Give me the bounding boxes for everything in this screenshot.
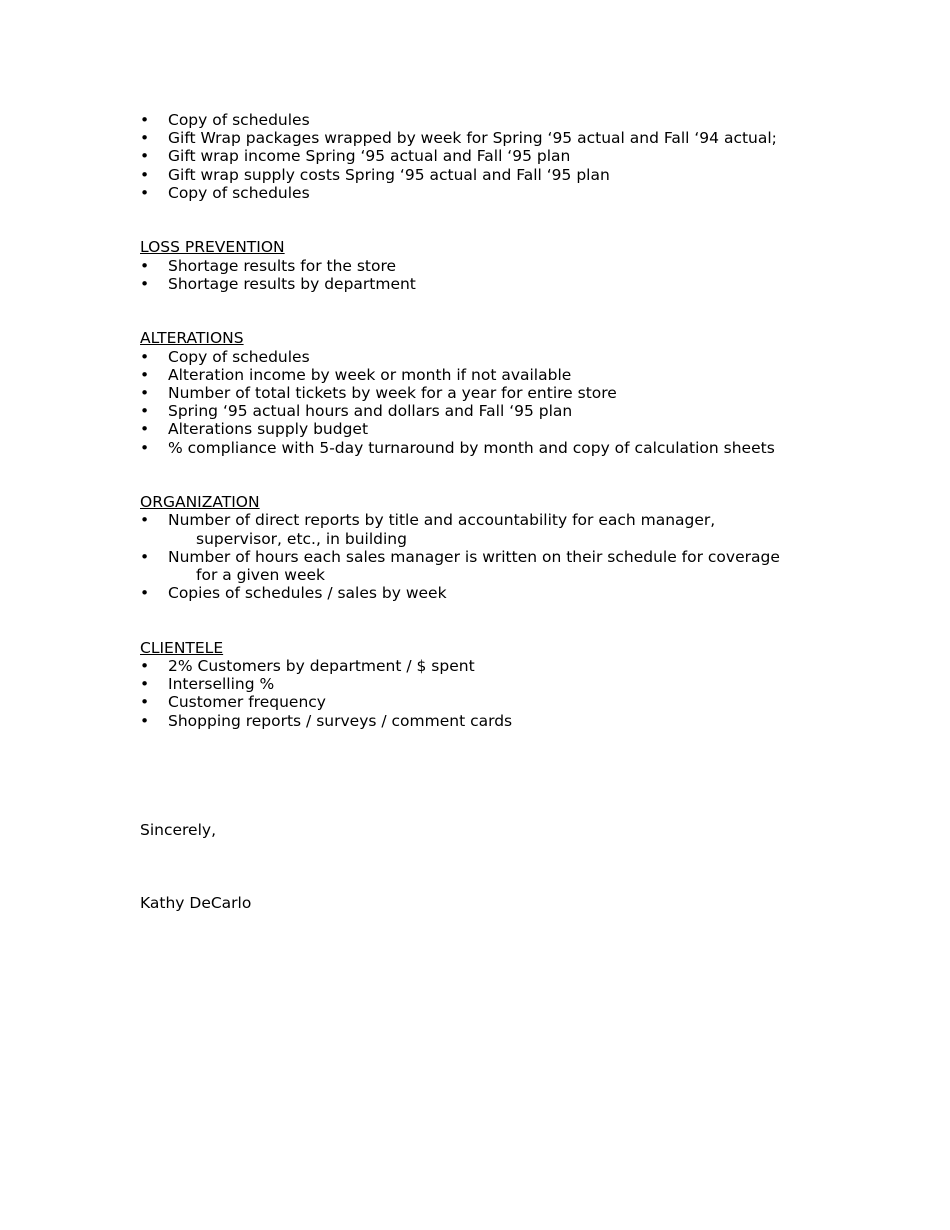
bullet-icon: • xyxy=(140,147,150,166)
closing-salutation: Sincerely, xyxy=(140,820,217,839)
bullet-icon: • xyxy=(140,511,150,530)
bullet-icon: • xyxy=(140,183,150,202)
bullet-icon: • xyxy=(140,657,150,676)
list-item: • Shortage results by department xyxy=(140,274,416,293)
bullet-icon: • xyxy=(140,129,150,148)
list-item: • Gift wrap income Spring ‘95 actual and Fall ‘95 plan xyxy=(140,147,571,166)
loss-prevention-list xyxy=(140,257,820,293)
alterations-list xyxy=(140,348,820,457)
list-item: • Shortage results for the store xyxy=(140,256,397,275)
document-page xyxy=(140,111,820,912)
bullet-icon: • xyxy=(140,384,150,403)
list-item: • Interselling % xyxy=(140,675,275,694)
list-item: • Copy of schedules xyxy=(140,183,310,202)
list-item: • Copy of schedules xyxy=(140,111,310,129)
section-alterations xyxy=(140,329,820,456)
bullet-icon: • xyxy=(140,274,150,293)
clientele-list xyxy=(140,657,820,730)
bullet-icon: • xyxy=(140,365,150,384)
list-item: • Alterations supply budget xyxy=(140,420,369,439)
list-item: • Number of direct reports by title and accountability for each manager, supervisor, etc., in building xyxy=(140,511,716,548)
section-heading: ORGANIZATION xyxy=(140,493,260,512)
list-item: • Number of hours each sales manager is written on their schedule for coverage for a given week xyxy=(140,547,780,585)
bullet-icon: • xyxy=(140,438,150,457)
list-item: • 2% Customers by department / $ spent xyxy=(140,657,475,676)
section-organization xyxy=(140,493,820,602)
bullet-icon: • xyxy=(140,675,150,694)
list-item: • Number of total tickets by week for a year for entire store xyxy=(140,384,617,403)
bullet-icon: • xyxy=(140,256,150,275)
bullet-icon: • xyxy=(140,420,150,439)
signature-name: Kathy DeCarlo xyxy=(140,893,252,912)
list-item: • Shopping reports / surveys / comment cards xyxy=(140,711,513,730)
list-item: • Copies of schedules / sales by week xyxy=(140,584,447,603)
list-item: • Alteration income by week or month if not available xyxy=(140,365,572,384)
bullet-icon: • xyxy=(140,165,150,184)
intro-list xyxy=(140,111,820,202)
bullet-icon: • xyxy=(140,693,150,712)
section-heading: CLIENTELE xyxy=(140,638,224,657)
list-item: • Copy of schedules xyxy=(140,347,310,366)
bullet-icon: • xyxy=(140,711,150,730)
section-clientele xyxy=(140,639,820,730)
list-item: • % compliance with 5-day turnaround by month and copy of calculation sheets xyxy=(140,438,775,457)
list-item: • Customer frequency xyxy=(140,693,326,712)
list-item: • Gift Wrap packages wrapped by week for Spring ‘95 actual and Fall ‘94 actual; xyxy=(140,129,777,148)
section-loss-prevention xyxy=(140,238,820,293)
bullet-icon: • xyxy=(140,584,150,603)
section-heading: ALTERATIONS xyxy=(140,329,244,348)
list-item: • Gift wrap supply costs Spring ‘95 actual and Fall ‘95 plan xyxy=(140,165,610,184)
bullet-icon: • xyxy=(140,347,150,366)
section-heading: LOSS PREVENTION xyxy=(140,238,285,257)
bullet-icon: • xyxy=(140,402,150,421)
list-item: • Spring ‘95 actual hours and dollars and Fall ‘95 plan xyxy=(140,402,573,421)
organization-list xyxy=(140,511,820,602)
bullet-icon: • xyxy=(140,547,150,566)
bullet-icon: • xyxy=(140,111,150,129)
